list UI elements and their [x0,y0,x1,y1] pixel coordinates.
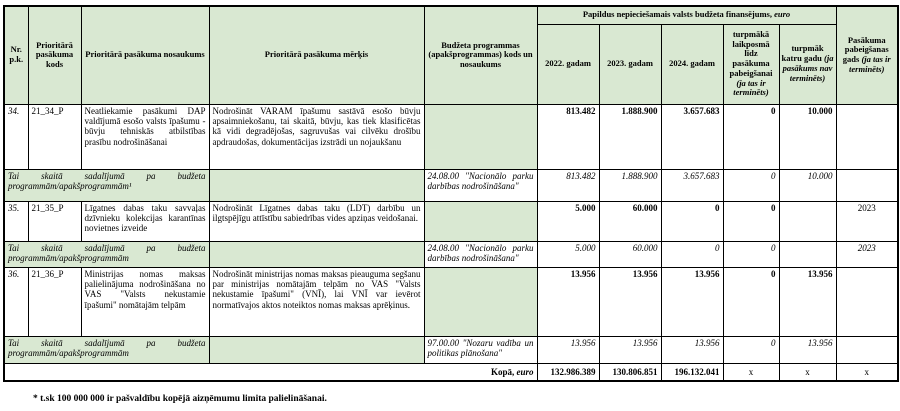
col-header-each-year-label: turpmāk katru gadu [781,43,824,64]
subrow-empty-goal-cell [209,336,424,363]
priority-name-cell: Līgatnes dabas taku savvaļas dzīvnieku kolekcijas karantīnas novietnes izveide [81,201,209,241]
total-2024-cell: 196.132.041 [661,363,723,381]
col-header-future-until-completion [723,24,779,104]
budget-program-cell [424,267,537,336]
value-future-cell: 0 [723,201,779,241]
subrow-label-cell: Tai skaitā sadalījumā pa budžeta programmām/apakšprogrammām [4,336,209,363]
table-row-36 [4,267,898,336]
total-future-x-cell: x [723,363,779,381]
value-each-year-cell [779,201,836,241]
header-row-group [4,6,898,24]
subrow-completion-year-cell: 2023 [836,241,898,267]
col-header-2023 [599,24,661,104]
col-header-each-year-note: (ja pasākums nav terminēts) [782,53,834,83]
subrow-value-2022-cell: 13.956 [537,336,599,363]
subrow-value-2023-cell: 60.000 [599,241,661,267]
col-header-completion-year-label: Pasākuma pabeigšanas gads [842,34,889,65]
value-2024-cell: 13.956 [661,267,723,336]
footnote: * t.sk 100 000 000 ir pašvaldību kopējā aizņēmumu limita palielināšanai. [33,394,327,404]
col-header-future-until-label: turpmākā laikposmā līdz pasākuma pabeigšanai [729,28,773,78]
col-header-each-following-year [779,24,836,104]
priority-goal-cell: Nodrošināt Līgatnes dabas taku (LDT) darbību un ilgtspējīgu attīstību sabiedrības vides apziņas veidošanai. [209,201,424,241]
subrow-value-future-cell: 0 [723,169,779,201]
total-row [4,363,898,381]
finance-group-title: Papildus nepieciešamais valsts budžeta finansējums, [582,9,772,20]
priority-name-cell: Ministrijas nomas maksas palielinājuma nodrošināšana no VAS "Valsts nekustamie īpašumi" nomātajām telpām [81,267,209,336]
col-header-2024-label: 2024. gadam [669,58,715,69]
subrow-program-cell: 24.08.00 "Nacionālo parku darbības nodrošināšana" [424,169,537,201]
col-header-priority-code-label: Prioritārā pasākuma kods [35,39,74,70]
total-label-cell [4,363,537,381]
finance-group-header [537,6,836,24]
value-2024-cell: 0 [661,201,723,241]
subrow-value-2022-cell: 5.000 [537,241,599,267]
subrow-value-2024-cell: 3.657.683 [661,169,723,201]
value-2023-cell: 60.000 [599,201,661,241]
value-2022-cell: 5.000 [537,201,599,241]
value-future-cell: 0 [723,104,779,169]
subrow-value-each-year-cell: 13.956 [779,336,836,363]
subrow-value-2024-cell: 0 [661,241,723,267]
subrow-value-2024-cell: 13.956 [661,336,723,363]
total-each-year-x-cell: x [779,363,836,381]
col-header-2022-label: 2022. gadam [545,58,591,69]
value-2022-cell: 13.956 [537,267,599,336]
priority-code-cell: 21_36_P [28,267,81,336]
col-header-budget-program-label: Budžeta programmas (apakšprogrammas) kods un nosaukums [428,39,533,70]
subrow-value-future-cell: 0 [723,336,779,363]
col-header-priority-code [28,6,81,104]
col-header-priority-goal-label: Prioritārā pasākuma mērķis [264,49,369,60]
subrow-value-each-year-cell: 10.000 [779,169,836,201]
priority-code-cell: 21_35_P [28,201,81,241]
completion-year-cell [836,267,898,336]
subrow-empty-goal-cell [209,241,424,267]
value-2024-cell: 3.657.683 [661,104,723,169]
subrow-value-future-cell: 0 [723,241,779,267]
value-each-year-cell: 13.956 [779,267,836,336]
col-header-nr [4,6,28,104]
budget-program-cell [424,201,537,241]
subrow-completion-year-cell [836,169,898,201]
row-number-cell: 36. [4,267,28,336]
col-header-completion-year-note: (ja tas ir terminēts) [849,54,891,75]
col-header-future-until-note: (ja tas ir terminēts) [733,77,769,98]
col-header-completion-year [836,6,898,104]
total-label: Kopā, [490,366,515,377]
table-subrow-36 [4,336,898,363]
completion-year-cell: 2023 [836,201,898,241]
priority-name-cell: Neatliekamie pasākumi DAP valdījumā esošo valsts īpašumu - būvju tehniskās atbilstības prasību nodrošināšanai [81,104,209,169]
col-header-priority-name [81,6,209,104]
subrow-program-cell: 24.08.00 "Nacionālo parku darbības nodrošināšana" [424,241,537,267]
col-header-nr-label: Nr. p.k. [9,44,24,65]
priority-goal-cell: Nodrošināt VARAM īpašumu sastāvā esošo būvju apsaimniekošanu, tai skaitā, būvju, kas tiek klasificētas kā vidi degradējošas, sagruvušas vai cilvēku drošību apdraudošas, dokumentācijas izstrādi un nojaukšanu [209,104,424,169]
subrow-program-cell: 97.00.00 "Nozaru vadība un politikas plānošana" [424,336,537,363]
value-2022-cell: 813.482 [537,104,599,169]
row-number-cell: 35. [4,201,28,241]
col-header-2022 [537,24,599,104]
row-number-cell: 34. [4,104,28,169]
subrow-label-cell: Tai skaitā sadalījumā pa budžeta programmām/apakšprogrammām [4,241,209,267]
value-each-year-cell: 10.000 [779,104,836,169]
table-row-34 [4,104,898,169]
col-header-2024 [661,24,723,104]
total-2023-cell: 130.806.851 [599,363,661,381]
budget-program-cell [424,104,537,169]
value-future-cell: 0 [723,267,779,336]
budget-table [3,5,899,382]
priority-goal-cell: Nodrošināt ministrijas nomas maksas pieauguma segšanu par ministrijas nomātajām telpām no VAS "Valsts nekustamie īpašumi" (VNĪ), lai VNĪ var ievērot normatīvajos aktos noteiktos nomas maksas aprēķinus. [209,267,424,336]
table-subrow-34 [4,169,898,201]
subrow-value-each-year-cell [779,241,836,267]
total-2022-cell: 132.986.389 [537,363,599,381]
value-2023-cell: 1.888.900 [599,104,661,169]
subrow-label-cell: Tai skaitā sadalījumā pa budžeta programmām/apakšprogrammām¹ [4,169,209,201]
finance-group-euro: euro [774,9,791,20]
subrow-value-2023-cell: 13.956 [599,336,661,363]
subrow-completion-year-cell [836,336,898,363]
priority-code-cell: 21_34_P [28,104,81,169]
subrow-value-2022-cell: 813.482 [537,169,599,201]
subrow-empty-goal-cell [209,169,424,201]
total-label-euro: euro [516,366,534,377]
col-header-2023-label: 2023. gadam [607,58,653,69]
col-header-priority-name-label: Prioritārā pasākuma nosaukums [85,49,205,60]
total-completion-x-cell: x [836,363,898,381]
table-row-35 [4,201,898,241]
col-header-budget-program [424,6,537,104]
completion-year-cell [836,104,898,169]
value-2023-cell: 13.956 [599,267,661,336]
table-subrow-35 [4,241,898,267]
subrow-value-2023-cell: 1.888.900 [599,169,661,201]
col-header-priority-goal [209,6,424,104]
